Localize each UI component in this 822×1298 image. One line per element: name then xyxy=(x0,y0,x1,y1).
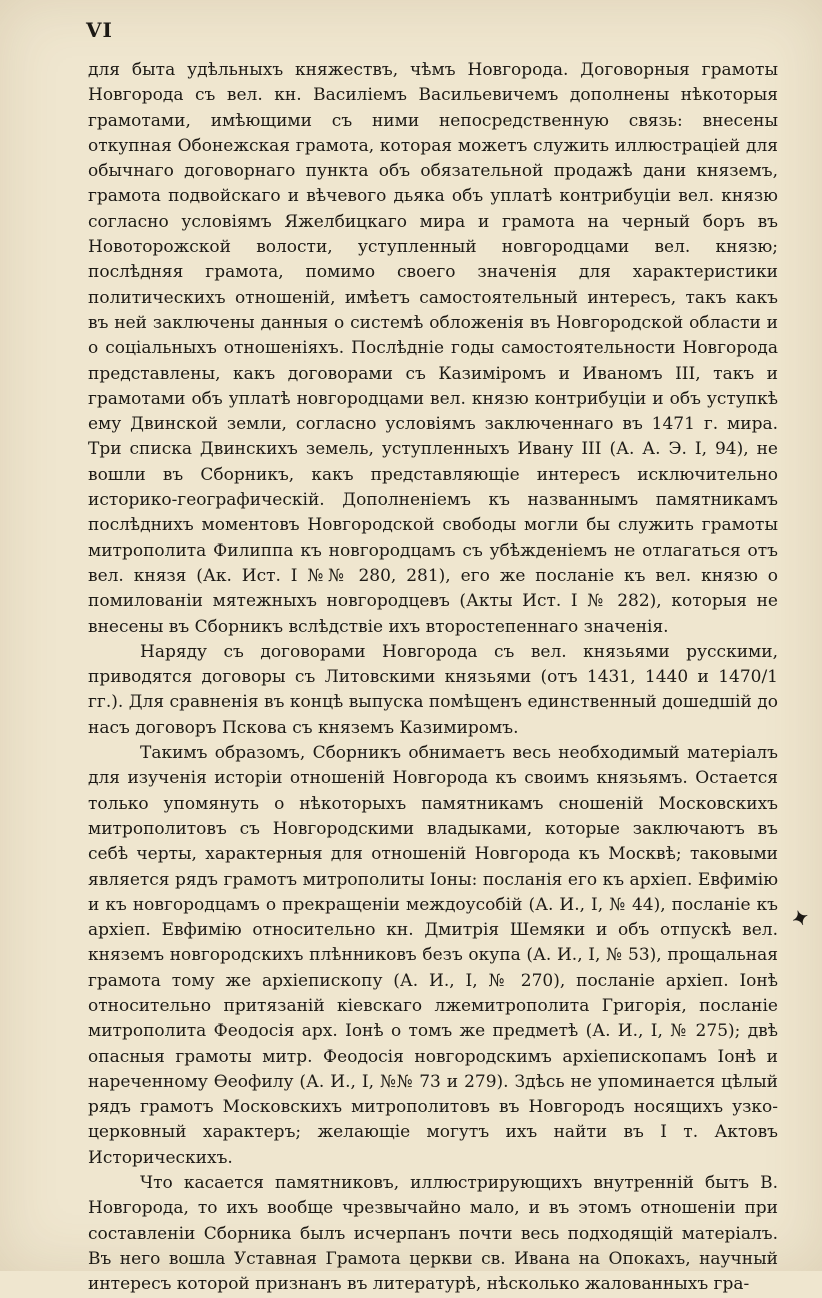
margin-mark-icon: ✦ xyxy=(788,903,813,933)
paragraph-4: Что касается памятниковъ, иллюстрирующихъ внутренній бытъ В. Новгорода, то ихъ вообще чрезвычайно мало, и въ этомъ отношеніи при составленіи Сборника былъ исчерпанъ почти весь подходящій матеріалъ. Въ него вошла Уставная Грамота церкви св. Ивана на Опокахъ, научный интересъ которой признанъ въ литературѣ, нѣсколько жалованныхъ гра- xyxy=(88,1173,778,1295)
paragraph-1: для быта удѣльныхъ княжествъ, чѣмъ Новгорода. Договорныя грамоты Новгорода съ вел. кн. Василіемъ Васильевичемъ дополнены нѣкоторыя грамотами, имѣющими съ ними непосредственную связь: внесены откупная Обонежская грамота, которая можетъ служить иллюстраціей для обычнаго договорнаго пункта объ обязательной продажѣ дани княземъ, грамота подвойскаго и вѣчевого дьяка объ уплатѣ контрибуціи вел. князю согласно условіямъ Яжелбицкаго мира и грамота на черный боръ въ Новоторожской волости, уступленный новгородцами вел. князю; послѣдняя грамота, помимо своего значенія для характеристики политическихъ отношеній, имѣетъ самостоятельный интересъ, такъ какъ въ ней заключены данныя о системѣ обложенія въ Новгородской области и о соціальныхъ отношеніяхъ. Послѣдніе годы самостоятельности Новгорода представлены, какъ договорами съ Казиміромъ и Иваномъ III, такъ и грамотами объ уплатѣ новгородцами вел. князю контрибуціи и объ уступкѣ ему Двинской земли, согласно условіямъ заключеннаго въ 1471 г. мира. Три списка Двинскихъ земель, уступленныхъ Ивану III (А. А. Э. I, 94), не вошли въ Сборникъ, какъ представляющіе интересъ исключительно историко-географическій. Дополненіемъ къ названнымъ памятникамъ послѣднихъ моментовъ Новгородской свободы могли бы служить грамоты митрополита Филиппа къ новгородцамъ съ убѣжденіемъ не отлагаться отъ вел. князя (Ак. Ист. I №№ 280, 281), его же посланіе къ вел. князю о помилованіи мятежныхъ новгородцевъ (Акты Ист. I № 282), которыя не внесены въ Сборникъ вслѣдствіе ихъ второстепеннаго значенія. xyxy=(88,60,778,637)
paragraph-2: Наряду съ договорами Новгорода съ вел. князьями русскими, приводятся договоры съ Литовскими князьями (отъ 1431, 1440 и 1470/1 гг.). Для сравненія въ концѣ выпуска помѣщенъ единственный дошедшій до насъ договоръ Пскова съ княземъ Казимиромъ. xyxy=(88,641,778,738)
page-number: VI xyxy=(86,18,113,42)
paragraph-3: Такимъ образомъ, Сборникъ обнимаетъ весь необходимый матеріалъ для изученія исторіи отношеній Новгорода къ своимъ князьямъ. Остается только упомянуть о нѣкоторыхъ памятникамъ сношеній Московскихъ митрополитовъ съ Новгородскими владыками, которые заключаютъ въ себѣ черты, характерныя для отношеній Новгорода къ Москвѣ; таковыми является рядъ грамотъ митрополиты Іоны: посланія его къ архіеп. Евфимію и къ новгородцамъ о прекращеніи междоусобій (А. И., I, № 44), посланіе къ архіеп. Евфимію относительно кн. Дмитрія Шемяки и объ отпускѣ вел. княземъ новгородскихъ плѣнниковъ безъ окупа (А. И., I, № 53), прощальная грамота тому же архіепископу (А. И., I, № 270), посланіе архіеп. Іонѣ относительно притязаній кіевскаго лжемитрополита Григорія, посланіе митрополита Феодосія арх. Іонѣ о томъ же предметѣ (А. И., I, № 275); двѣ опасныя грамоты митр. Феодосія новгородскимъ архіепископамъ Іонѣ и нареченному Ѳеофилу (А. И., I, №№ 73 и 279). Здѣсь не упоминается цѣлый рядъ грамотъ Московскихъ митрополитовъ въ Новгородъ носящихъ узко-церковный характеръ; желающіе могутъ ихъ найти въ I т. Актовъ Историческихъ. xyxy=(88,743,778,1168)
body-text xyxy=(88,58,778,1298)
